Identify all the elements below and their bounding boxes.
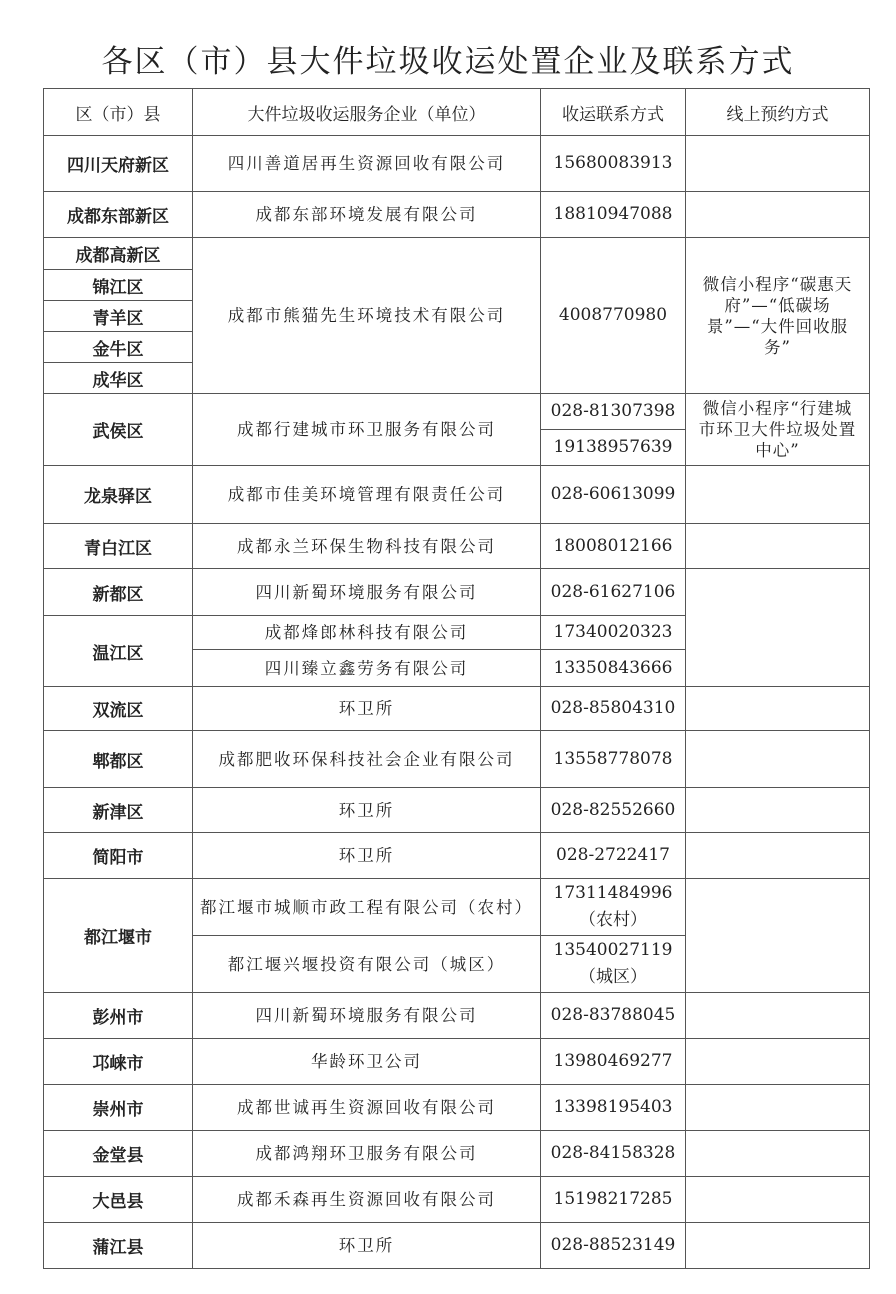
table-row — [44, 833, 870, 879]
phone-cell: 028-83788045 — [541, 993, 686, 1039]
district-cell: 崇州市 — [44, 1085, 193, 1131]
table-row — [44, 879, 870, 936]
online-cell: 微信小程序“行建城市环卫大件垃圾处置中心” — [686, 394, 870, 466]
phone-cell: 13980469277 — [541, 1039, 686, 1085]
district-cell: 简阳市 — [44, 833, 193, 879]
company-cell: 成都肥收环保科技社会企业有限公司 — [193, 731, 541, 788]
company-cell: 环卫所 — [193, 687, 541, 731]
district-cell: 新都区 — [44, 569, 193, 616]
phone-cell: 028-85804310 — [541, 687, 686, 731]
company-cell: 华龄环卫公司 — [193, 1039, 541, 1085]
phone-cell: 15680083913 — [541, 136, 686, 192]
phone-cell: 13350843666 — [541, 650, 686, 687]
header-phone: 收运联系方式 — [541, 89, 686, 136]
online-cell — [686, 1085, 870, 1131]
table-row — [44, 394, 870, 430]
contact-table — [43, 88, 870, 1269]
district-cell: 彭州市 — [44, 993, 193, 1039]
district-cell: 都江堰市 — [44, 879, 193, 993]
online-cell — [686, 731, 870, 788]
table-row — [44, 1085, 870, 1131]
phone-cell: 028-2722417 — [541, 833, 686, 879]
district-cell: 武侯区 — [44, 394, 193, 466]
phone-cell: 18810947088 — [541, 192, 686, 238]
table-header-row — [44, 89, 870, 136]
company-cell: 成都永兰环保生物科技有限公司 — [193, 524, 541, 569]
company-cell: 都江堰兴堰投资有限公司（城区） — [193, 936, 541, 993]
district-cell: 大邑县 — [44, 1177, 193, 1223]
phone-cell: 19138957639 — [541, 430, 686, 466]
phone-cell: 13398195403 — [541, 1085, 686, 1131]
phone-cell: 028-82552660 — [541, 788, 686, 833]
company-cell: 成都市熊猫先生环境技术有限公司 — [193, 238, 541, 394]
district-cell: 成都东部新区 — [44, 192, 193, 238]
company-cell: 四川新蜀环境服务有限公司 — [193, 993, 541, 1039]
district-cell: 青白江区 — [44, 524, 193, 569]
district-cell: 龙泉驿区 — [44, 466, 193, 524]
online-cell: 微信小程序“碳惠天府”—“低碳场景”—“大件回收服务” — [686, 238, 870, 394]
company-cell: 都江堰市城顺市政工程有限公司（农村） — [193, 879, 541, 936]
online-cell — [686, 569, 870, 687]
district-cell: 温江区 — [44, 616, 193, 687]
company-cell: 环卫所 — [193, 833, 541, 879]
table-row — [44, 136, 870, 192]
phone-cell: 17340020323 — [541, 616, 686, 650]
phone-cell: 028-88523149 — [541, 1223, 686, 1269]
district-cell: 蒲江县 — [44, 1223, 193, 1269]
header-company: 大件垃圾收运服务企业（单位） — [193, 89, 541, 136]
district-cell: 青羊区 — [44, 301, 193, 332]
online-cell — [686, 879, 870, 993]
company-cell: 成都行建城市环卫服务有限公司 — [193, 394, 541, 466]
table-row — [44, 238, 870, 270]
phone-cell: 13540027119（城区） — [541, 936, 686, 993]
phone-cell: 028-61627106 — [541, 569, 686, 616]
table-row — [44, 1177, 870, 1223]
district-cell: 邛崃市 — [44, 1039, 193, 1085]
district-cell: 双流区 — [44, 687, 193, 731]
table-row — [44, 1039, 870, 1085]
table-row — [44, 524, 870, 569]
phone-cell: 028-84158328 — [541, 1131, 686, 1177]
table-row — [44, 569, 870, 616]
company-cell: 成都鸿翔环卫服务有限公司 — [193, 1131, 541, 1177]
online-cell — [686, 1039, 870, 1085]
phone-cell: 4008770980 — [541, 238, 686, 394]
company-cell: 四川臻立鑫劳务有限公司 — [193, 650, 541, 687]
phone-cell: 18008012166 — [541, 524, 686, 569]
table-row — [44, 1131, 870, 1177]
company-cell: 四川新蜀环境服务有限公司 — [193, 569, 541, 616]
district-cell: 成华区 — [44, 363, 193, 394]
company-cell: 四川善道居再生资源回收有限公司 — [193, 136, 541, 192]
table-row — [44, 788, 870, 833]
page-title: 各区（市）县大件垃圾收运处置企业及联系方式 — [101, 44, 795, 80]
district-cell: 金堂县 — [44, 1131, 193, 1177]
online-cell — [686, 136, 870, 192]
phone-cell: 028-81307398 — [541, 394, 686, 430]
phone-cell: 13558778078 — [541, 731, 686, 788]
phone-cell: 028-60613099 — [541, 466, 686, 524]
online-cell — [686, 1131, 870, 1177]
online-cell — [686, 1177, 870, 1223]
online-cell — [686, 466, 870, 524]
online-cell — [686, 833, 870, 879]
table-row — [44, 1223, 870, 1269]
phone-cell: 15198217285 — [541, 1177, 686, 1223]
company-cell: 成都烽郎林科技有限公司 — [193, 616, 541, 650]
district-cell: 郫都区 — [44, 731, 193, 788]
district-cell: 成都高新区 — [44, 238, 193, 270]
online-cell — [686, 687, 870, 731]
company-cell: 成都禾森再生资源回收有限公司 — [193, 1177, 541, 1223]
company-cell: 环卫所 — [193, 1223, 541, 1269]
table-row — [44, 466, 870, 524]
online-cell — [686, 788, 870, 833]
company-cell: 环卫所 — [193, 788, 541, 833]
table-row — [44, 993, 870, 1039]
company-cell: 成都市佳美环境管理有限责任公司 — [193, 466, 541, 524]
district-cell: 新津区 — [44, 788, 193, 833]
online-cell — [686, 1223, 870, 1269]
district-cell: 金牛区 — [44, 332, 193, 363]
district-cell: 锦江区 — [44, 270, 193, 301]
online-cell — [686, 993, 870, 1039]
table-row — [44, 192, 870, 238]
online-cell — [686, 192, 870, 238]
district-cell: 四川天府新区 — [44, 136, 193, 192]
table-row — [44, 731, 870, 788]
header-online: 线上预约方式 — [686, 89, 870, 136]
company-cell: 成都世诚再生资源回收有限公司 — [193, 1085, 541, 1131]
table-row — [44, 687, 870, 731]
header-district: 区（市）县 — [44, 89, 193, 136]
company-cell: 成都东部环境发展有限公司 — [193, 192, 541, 238]
online-cell — [686, 524, 870, 569]
phone-cell: 17311484996（农村） — [541, 879, 686, 936]
